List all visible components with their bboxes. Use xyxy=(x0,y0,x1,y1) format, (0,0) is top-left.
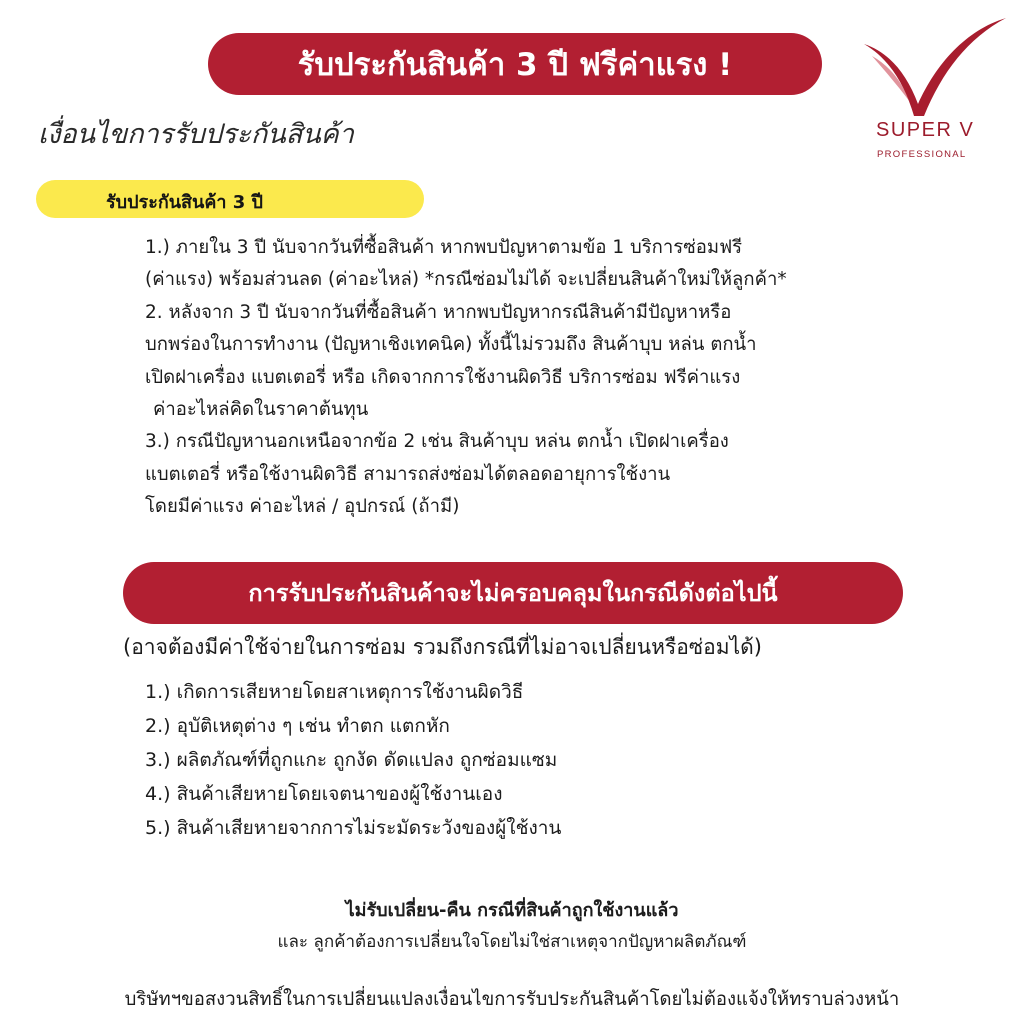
title-banner xyxy=(208,33,822,95)
warranty-term-line: แบตเตอรี่ หรือใช้งานผิดวิธี สามารถส่งซ่อมได้ตลอดอายุการใช้งาน xyxy=(145,463,671,485)
warranty-term-line: เปิดฝาเครื่อง แบตเตอรี่ หรือ เกิดจากการใช้งานผิดวิธี บริการซ่อม ฟรีค่าแรง xyxy=(145,366,741,388)
v-logo-icon xyxy=(858,16,1008,116)
logo-tagline-text: PROFESSIONAL xyxy=(877,149,967,160)
warranty-term-line: 3.) กรณีปัญหานอกเหนือจากข้อ 2 เช่น สินค้าบุบ หล่น ตกน้ำ เปิดฝาเครื่อง xyxy=(145,431,729,453)
exclusions-banner xyxy=(123,562,903,624)
logo-brand-text: SUPER V xyxy=(876,119,975,141)
warranty-term-line: โดยมีค่าแรง ค่าอะไหล่ / อุปกรณ์ (ถ้ามี) xyxy=(145,496,460,518)
warranty-label-text: รับประกันสินค้า 3 ปี xyxy=(106,192,263,213)
brand-logo xyxy=(858,16,1008,166)
warranty-label-pill xyxy=(36,180,424,218)
warranty-term-line: 1.) ภายใน 3 ปี นับจากวันที่ซื้อสินค้า หากพบปัญหาตามข้อ 1 บริการซ่อมฟรี xyxy=(145,237,743,258)
title-banner-text: รับประกันสินค้า 3 ปี ฟรีค่าแรง ! xyxy=(297,47,733,83)
exclusion-item: 2.) อุบัติเหตุต่าง ๆ เช่น ทำตก แตกหัก xyxy=(145,715,450,737)
return-policy-heading: ไม่รับเปลี่ยน-คืน กรณีที่สินค้าถูกใช้งานแล้ว xyxy=(345,900,679,921)
footer-disclaimer: บริษัทฯขอสงวนสิทธิ์ในการเปลี่ยนแปลงเงื่อนไขการรับประกันสินค้าโดยไม่ต้องแจ้งให้ทราบล่วงหน้า xyxy=(124,989,900,1010)
warranty-term-line: บกพร่องในการทำงาน (ปัญหาเชิงเทคนิค) ทั้งนี้ไม่รวมถึง สินค้าบุบ หล่น ตกน้ำ xyxy=(145,334,757,356)
exclusion-item: 3.) ผลิตภัณฑ์ที่ถูกแกะ ถูกงัด ดัดแปลง ถูกซ่อมแซม xyxy=(145,749,558,771)
warranty-term-line: ค่าอะไหล่คิดในราคาต้นทุน xyxy=(153,399,369,421)
warranty-term-line: (ค่าแรง) พร้อมส่วนลด (ค่าอะไหล่) *กรณีซ่อมไม่ได้ จะเปลี่ยนสินค้าใหม่ให้ลูกค้า* xyxy=(145,269,787,291)
exclusion-item: 5.) สินค้าเสียหายจากการไม่ระมัดระวังของผู้ใช้งาน xyxy=(145,817,562,839)
warranty-terms-list xyxy=(145,232,965,524)
page-subtitle: เงื่อนไขการรับประกันสินค้า xyxy=(38,119,354,150)
warranty-term-line: 2. หลังจาก 3 ปี นับจากวันที่ซื้อสินค้า หากพบปัญหากรณีสินค้ามีปัญหาหรือ xyxy=(145,301,732,323)
return-policy-text: และ ลูกค้าต้องการเปลี่ยนใจโดยไม่ใช่สาเหตุจากปัญหาผลิตภัณฑ์ xyxy=(277,932,747,952)
exclusions-list xyxy=(145,675,561,845)
exclusion-item: 1.) เกิดการเสียหายโดยสาเหตุการใช้งานผิดวิธี xyxy=(145,681,524,703)
exclusions-banner-text: การรับประกันสินค้าจะไม่ครอบคลุมในกรณีดังต่อไปนี้ xyxy=(248,578,778,607)
exclusion-item: 4.) สินค้าเสียหายโดยเจตนาของผู้ใช้งานเอง xyxy=(145,783,503,805)
exclusions-note: (อาจต้องมีค่าใช้จ่ายในการซ่อม รวมถึงกรณีที่ไม่อาจเปลี่ยนหรือซ่อมได้) xyxy=(123,635,762,659)
